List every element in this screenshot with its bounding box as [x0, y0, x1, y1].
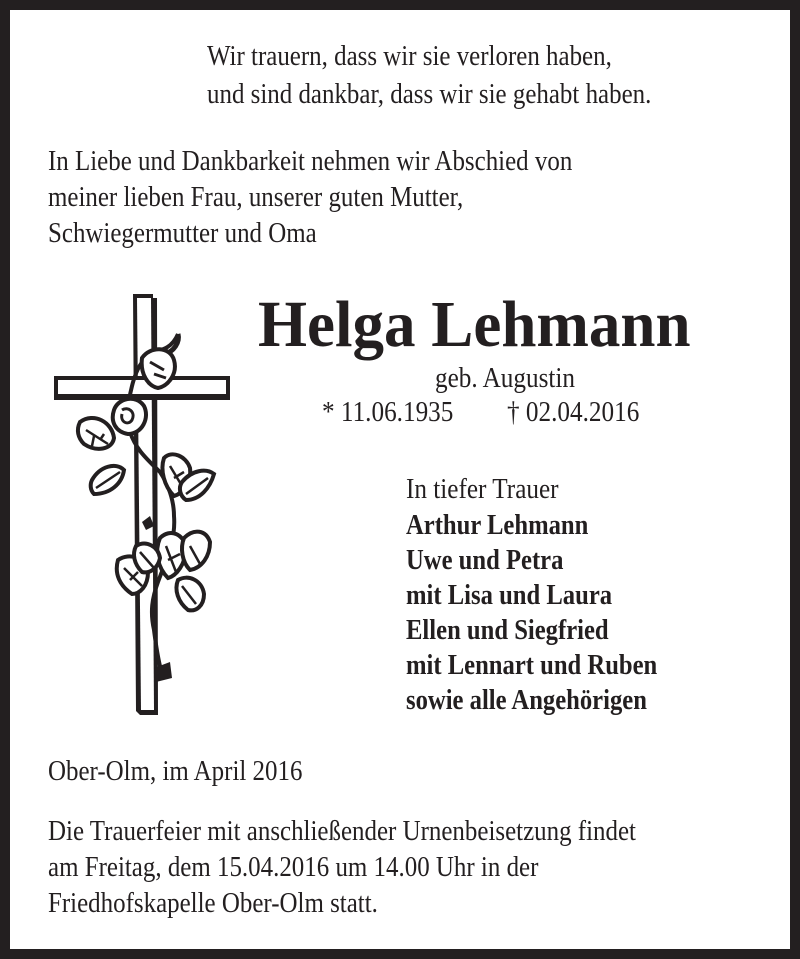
mourner-name: Ellen und Siegfried	[406, 615, 609, 646]
intro-line-2: meiner lieben Frau, unserer guten Mutter,	[48, 181, 464, 213]
intro-line-1: In Liebe und Dankbarkeit nehmen wir Abschied von	[48, 145, 573, 177]
motto-line-1: Wir trauern, dass wir sie verloren haben,	[207, 40, 612, 72]
funeral-info-line-3: Friedhofskapelle Ober-Olm statt.	[48, 887, 378, 919]
mourner-name: mit Lennart und Ruben	[406, 650, 658, 681]
mourner-name: sowie alle Angehörigen	[406, 685, 647, 716]
motto-line-2: und sind dankbar, dass wir sie gehabt haben.	[207, 78, 652, 110]
funeral-info-line-2: am Freitag, dem 15.04.2016 um 14.00 Uhr in der	[48, 851, 539, 883]
birth-date-row	[322, 399, 453, 427]
place-date: Ober-Olm, im April 2016	[48, 755, 303, 787]
death-date-row	[507, 399, 639, 427]
deceased-name: Helga Lehmann	[258, 288, 691, 361]
birth-symbol: *	[322, 397, 335, 428]
maiden-name: geb. Augustin	[434, 363, 576, 394]
birth-date: 11.06.1935	[340, 397, 454, 428]
cross-with-rose-icon	[50, 290, 236, 720]
funeral-info-line-1: Die Trauerfeier mit anschließender Urnenbeisetzung findet	[48, 815, 636, 847]
death-date: 02.04.2016	[525, 397, 640, 428]
mourners-heading: In tiefer Trauer	[406, 474, 559, 505]
mourner-name: Uwe und Petra	[406, 545, 564, 576]
mourner-name: Arthur Lehmann	[406, 510, 589, 541]
intro-line-3: Schwiegermutter und Oma	[48, 217, 317, 249]
death-symbol: †	[507, 397, 520, 428]
mourner-name: mit Lisa und Laura	[406, 580, 613, 611]
